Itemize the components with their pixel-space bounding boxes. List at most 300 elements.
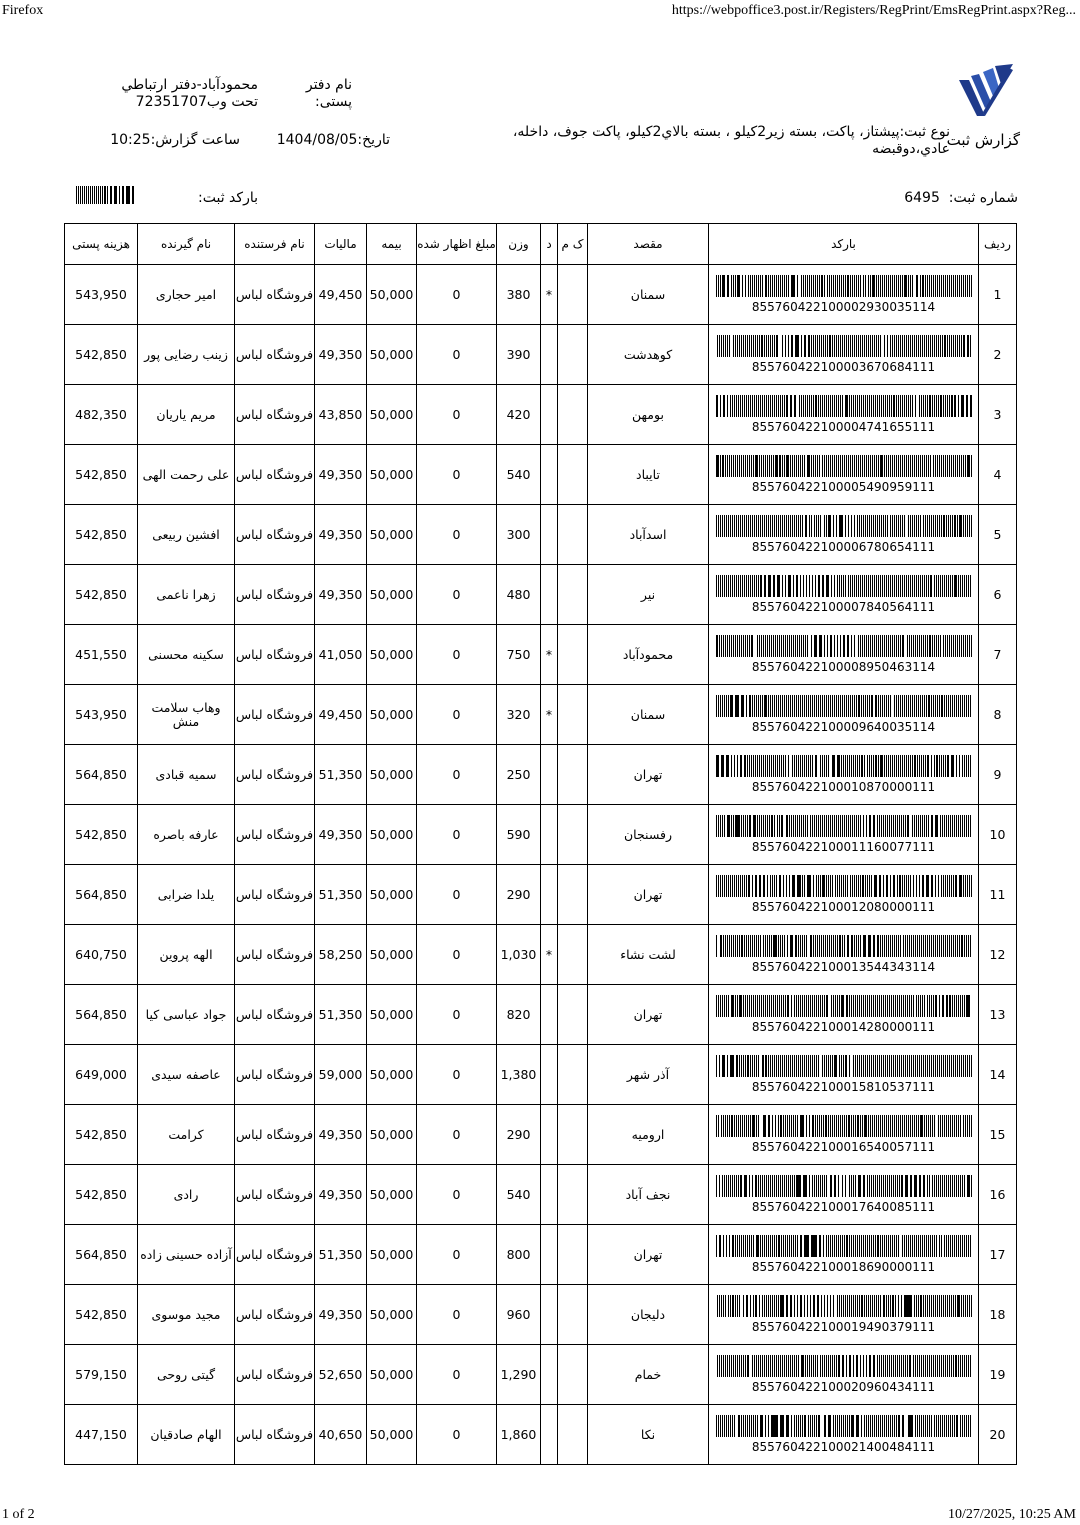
office-value-line1: محمودآباد-دفتر ارتباطي — [121, 77, 258, 93]
cell-sender: فروشگاه لباس — [235, 1165, 315, 1225]
cell-declared-amount: 0 — [417, 385, 497, 445]
cell-d — [541, 565, 558, 625]
cell-sender: فروشگاه لباس — [235, 1045, 315, 1105]
cell-destination: لشت نشاء — [588, 925, 709, 985]
cell-declared-amount: 0 — [417, 925, 497, 985]
cell-declared-amount: 0 — [417, 865, 497, 925]
parcel-barcode-number: 855760422100004741655111 — [751, 420, 936, 434]
cell-d — [541, 1405, 558, 1465]
registration-table — [64, 223, 1017, 1465]
cell-km — [558, 1225, 588, 1285]
table-row — [65, 865, 1017, 925]
cell-destination: تهران — [588, 1225, 709, 1285]
header-declared-amount: مبلغ اظهار شده — [417, 224, 497, 265]
report-time — [90, 132, 240, 149]
table-row — [65, 505, 1017, 565]
cell-declared-amount: 0 — [417, 625, 497, 685]
cell-receiver: الهام صادقیان — [138, 1405, 235, 1465]
cell-sender: فروشگاه لباس — [235, 385, 315, 445]
parcel-barcode — [716, 1415, 972, 1437]
cell-receiver: کرامت — [138, 1105, 235, 1165]
cell-declared-amount: 0 — [417, 565, 497, 625]
cell-postal-cost: 543,950 — [65, 265, 138, 325]
cell-d — [541, 1105, 558, 1165]
cell-declared-amount: 0 — [417, 1045, 497, 1105]
cell-barcode — [709, 1105, 979, 1165]
header-d: د — [541, 224, 558, 265]
cell-declared-amount: 0 — [417, 505, 497, 565]
cell-destination: تهران — [588, 745, 709, 805]
cell-barcode — [709, 1165, 979, 1225]
cell-sender: فروشگاه لباس — [235, 1405, 315, 1465]
browser-url[interactable]: https://webpoffice3.post.ir/Registers/RegPrint/EmsRegPrint.aspx?Reg... — [671, 3, 1076, 18]
cell-tax: 51,350 — [315, 745, 367, 805]
cell-insurance: 50,000 — [367, 685, 417, 745]
cell-km — [558, 625, 588, 685]
cell-barcode — [709, 745, 979, 805]
table-header-row — [65, 224, 1017, 265]
cell-postal-cost: 542,850 — [65, 565, 138, 625]
registration-barcode-label: بارکد ثبت: — [198, 190, 258, 206]
cell-destination: نیر — [588, 565, 709, 625]
cell-destination: سمنان — [588, 265, 709, 325]
header-tax: مالیات — [315, 224, 367, 265]
cell-destination: اسدآباد — [588, 505, 709, 565]
cell-tax: 43,850 — [315, 385, 367, 445]
header-postal-cost: هزینه پستی — [65, 224, 138, 265]
table-row — [65, 925, 1017, 985]
cell-postal-cost: 451,550 — [65, 625, 138, 685]
cell-destination: دلیجان — [588, 1285, 709, 1345]
parcel-barcode-number: 855760422100015810537111 — [751, 1080, 936, 1094]
cell-insurance: 50,000 — [367, 625, 417, 685]
cell-destination: رفسنجان — [588, 805, 709, 865]
parcel-barcode — [716, 995, 972, 1017]
cell-destination: خمام — [588, 1345, 709, 1405]
cell-declared-amount: 0 — [417, 325, 497, 385]
report-title: گزارش ثبت — [946, 131, 1020, 149]
cell-km — [558, 745, 588, 805]
reg-type-value-line1: پیشتاز، پاکت، بسته زیر2کیلو ، بسته بالاي2کیلو، پاکت جوف، داخله، — [512, 124, 900, 140]
cell-sender: فروشگاه لباس — [235, 565, 315, 625]
cell-sender: فروشگاه لباس — [235, 1285, 315, 1345]
cell-d — [541, 805, 558, 865]
parcel-barcode-number: 855760422100017640085111 — [751, 1200, 936, 1214]
cell-barcode — [709, 265, 979, 325]
parcel-barcode-number: 8557604221000029300351​14 — [751, 300, 936, 314]
office-label-line2: پستی: — [315, 94, 352, 110]
cell-km — [558, 1345, 588, 1405]
cell-weight: 960 — [497, 1285, 541, 1345]
parcel-barcode — [716, 695, 972, 717]
cell-km — [558, 505, 588, 565]
table-row — [65, 1405, 1017, 1465]
parcel-barcode — [716, 935, 972, 957]
parcel-barcode — [716, 395, 972, 417]
parcel-barcode-number: 855760422100006780654111 — [751, 540, 936, 554]
parcel-barcode — [716, 335, 972, 357]
cell-insurance: 50,000 — [367, 925, 417, 985]
cell-barcode — [709, 505, 979, 565]
cell-destination: نجف آباد — [588, 1165, 709, 1225]
table-row — [65, 1285, 1017, 1345]
cell-row-number: 20 — [979, 1405, 1017, 1465]
cell-barcode — [709, 1285, 979, 1345]
cell-weight: 480 — [497, 565, 541, 625]
cell-weight: 290 — [497, 1105, 541, 1165]
cell-barcode — [709, 385, 979, 445]
cell-weight: 290 — [497, 865, 541, 925]
report-time-value: 10:25 — [110, 132, 151, 148]
header-barcode: بارکد — [709, 224, 979, 265]
registration-type — [405, 124, 950, 158]
cell-postal-cost: 542,850 — [65, 325, 138, 385]
reg-number-value: 6495 — [904, 190, 940, 206]
post-logo-icon — [955, 62, 1017, 120]
cell-destination: سمنان — [588, 685, 709, 745]
cell-receiver: علی رحمت الهی — [138, 445, 235, 505]
cell-km — [558, 865, 588, 925]
cell-d: * — [541, 685, 558, 745]
cell-declared-amount: 0 — [417, 1105, 497, 1165]
parcel-barcode-number: 855760422100010870000111 — [751, 780, 936, 794]
cell-row-number: 10 — [979, 805, 1017, 865]
cell-barcode — [709, 1345, 979, 1405]
cell-declared-amount: 0 — [417, 1285, 497, 1345]
parcel-barcode-number: 855760422100012080000111 — [751, 900, 936, 914]
report-date: تاریخ:1404/08/05 — [276, 132, 390, 148]
table-row — [65, 565, 1017, 625]
cell-destination: تهران — [588, 865, 709, 925]
header-weight: وزن — [497, 224, 541, 265]
table-row — [65, 1345, 1017, 1405]
cell-receiver: افشین ربیعی — [138, 505, 235, 565]
cell-receiver: وهاب سلامت منش — [138, 685, 235, 745]
cell-destination: آذر شهر — [588, 1045, 709, 1105]
office-label-line1: نام دفتر — [305, 77, 352, 93]
cell-km — [558, 1165, 588, 1225]
cell-km — [558, 1045, 588, 1105]
cell-insurance: 50,000 — [367, 445, 417, 505]
cell-row-number: 5 — [979, 505, 1017, 565]
cell-receiver: مجید موسوی — [138, 1285, 235, 1345]
cell-tax: 52,650 — [315, 1345, 367, 1405]
parcel-barcode-number: 855760422100018690000111 — [751, 1260, 936, 1274]
cell-barcode — [709, 445, 979, 505]
table-row — [65, 1165, 1017, 1225]
parcel-barcode-number: 855760422100014280000111 — [751, 1020, 936, 1034]
header-km: ک م — [558, 224, 588, 265]
cell-row-number: 13 — [979, 985, 1017, 1045]
report-time-label: ساعت گزارش: — [150, 132, 240, 148]
cell-weight: 1,380 — [497, 1045, 541, 1105]
cell-d — [541, 1285, 558, 1345]
cell-destination: بومهن — [588, 385, 709, 445]
cell-sender: فروشگاه لباس — [235, 325, 315, 385]
cell-postal-cost: 482,350 — [65, 385, 138, 445]
cell-weight: 590 — [497, 805, 541, 865]
cell-tax: 49,450 — [315, 685, 367, 745]
parcel-barcode — [716, 1355, 972, 1377]
cell-tax: 49,350 — [315, 565, 367, 625]
cell-tax: 49,350 — [315, 805, 367, 865]
cell-d — [541, 745, 558, 805]
cell-barcode — [709, 325, 979, 385]
cell-receiver: امیر حجاری — [138, 265, 235, 325]
cell-d: * — [541, 925, 558, 985]
cell-km — [558, 565, 588, 625]
cell-d — [541, 505, 558, 565]
cell-insurance: 50,000 — [367, 1105, 417, 1165]
cell-receiver: مریم یاریان — [138, 385, 235, 445]
parcel-barcode — [716, 635, 972, 657]
reg-number-label: شماره ثبت: — [948, 190, 1018, 206]
cell-insurance: 50,000 — [367, 805, 417, 865]
table-row — [65, 745, 1017, 805]
header-sender: نام فرستنده — [235, 224, 315, 265]
cell-destination: ارومیه — [588, 1105, 709, 1165]
cell-insurance: 50,000 — [367, 985, 417, 1045]
cell-receiver: سکینه محسنی — [138, 625, 235, 685]
cell-sender: فروشگاه لباس — [235, 1225, 315, 1285]
cell-tax: 40,650 — [315, 1405, 367, 1465]
parcel-barcode-number: 855760422100016540057111 — [751, 1140, 936, 1154]
cell-d — [541, 325, 558, 385]
cell-postal-cost: 579,150 — [65, 1345, 138, 1405]
cell-declared-amount: 0 — [417, 985, 497, 1045]
cell-weight: 800 — [497, 1225, 541, 1285]
cell-weight: 250 — [497, 745, 541, 805]
cell-row-number: 4 — [979, 445, 1017, 505]
cell-row-number: 19 — [979, 1345, 1017, 1405]
header-receiver: نام گیرنده — [138, 224, 235, 265]
table-row — [65, 985, 1017, 1045]
cell-tax: 41,050 — [315, 625, 367, 685]
cell-postal-cost: 542,850 — [65, 805, 138, 865]
page-indicator: 1 of 2 — [2, 1507, 35, 1522]
cell-insurance: 50,000 — [367, 745, 417, 805]
cell-row-number: 3 — [979, 385, 1017, 445]
parcel-barcode — [716, 1235, 972, 1257]
registration-barcode — [76, 186, 134, 204]
cell-barcode — [709, 565, 979, 625]
cell-weight: 1,290 — [497, 1345, 541, 1405]
cell-barcode — [709, 685, 979, 745]
cell-receiver: یلدا ضرابی — [138, 865, 235, 925]
cell-postal-cost: 542,850 — [65, 445, 138, 505]
cell-declared-amount: 0 — [417, 445, 497, 505]
cell-km — [558, 985, 588, 1045]
cell-barcode — [709, 985, 979, 1045]
cell-weight: 750 — [497, 625, 541, 685]
cell-km — [558, 805, 588, 865]
cell-receiver: عاصفه سیدی — [138, 1045, 235, 1105]
cell-row-number: 16 — [979, 1165, 1017, 1225]
cell-tax: 49,350 — [315, 325, 367, 385]
parcel-barcode — [716, 755, 972, 777]
cell-tax: 49,450 — [315, 265, 367, 325]
cell-insurance: 50,000 — [367, 565, 417, 625]
office-value-line2: تحت وب72351707 — [135, 94, 258, 110]
parcel-barcode-number: 855760422100008950463114 — [751, 660, 936, 674]
cell-tax: 51,350 — [315, 1225, 367, 1285]
cell-km — [558, 1405, 588, 1465]
cell-row-number: 7 — [979, 625, 1017, 685]
table-row — [65, 625, 1017, 685]
parcel-barcode-number: 855760422100011160077111 — [751, 840, 936, 854]
parcel-barcode-number: 855760422100007840564111 — [751, 600, 936, 614]
parcel-barcode — [716, 1115, 972, 1137]
cell-insurance: 50,000 — [367, 1285, 417, 1345]
cell-destination: تایباد — [588, 445, 709, 505]
cell-insurance: 50,000 — [367, 1225, 417, 1285]
cell-insurance: 50,000 — [367, 1165, 417, 1225]
cell-d — [541, 1225, 558, 1285]
browser-print-footer — [0, 1505, 1080, 1525]
cell-km — [558, 265, 588, 325]
header-insurance: بیمه — [367, 224, 417, 265]
parcel-barcode-number: 855760422100003670684111 — [751, 360, 936, 374]
browser-print-header — [0, 0, 1080, 22]
cell-insurance: 50,000 — [367, 1405, 417, 1465]
header-row-number: ردیف — [979, 224, 1017, 265]
cell-sender: فروشگاه لباس — [235, 865, 315, 925]
cell-receiver: جواد عباسی کیا — [138, 985, 235, 1045]
cell-d: * — [541, 625, 558, 685]
parcel-barcode-number: 855760422100019490379111 — [751, 1320, 936, 1334]
cell-weight: 390 — [497, 325, 541, 385]
cell-postal-cost: 543,950 — [65, 685, 138, 745]
reg-type-value-line2: عادي،دوقبضه — [872, 141, 950, 157]
cell-row-number: 17 — [979, 1225, 1017, 1285]
cell-receiver: سمیه قبادی — [138, 745, 235, 805]
table-row — [65, 385, 1017, 445]
cell-d — [541, 865, 558, 925]
cell-declared-amount: 0 — [417, 1345, 497, 1405]
cell-postal-cost: 542,850 — [65, 505, 138, 565]
cell-row-number: 9 — [979, 745, 1017, 805]
cell-tax: 49,350 — [315, 1105, 367, 1165]
cell-km — [558, 685, 588, 745]
table-row — [65, 445, 1017, 505]
cell-row-number: 18 — [979, 1285, 1017, 1345]
cell-insurance: 50,000 — [367, 1345, 417, 1405]
cell-d: * — [541, 265, 558, 325]
cell-row-number: 11 — [979, 865, 1017, 925]
cell-receiver: عارفه باصره — [138, 805, 235, 865]
cell-tax: 51,350 — [315, 985, 367, 1045]
cell-sender: فروشگاه لباس — [235, 745, 315, 805]
cell-postal-cost: 564,850 — [65, 985, 138, 1045]
cell-declared-amount: 0 — [417, 1405, 497, 1465]
table-row — [65, 805, 1017, 865]
cell-tax: 49,350 — [315, 445, 367, 505]
cell-tax: 49,350 — [315, 1285, 367, 1345]
cell-insurance: 50,000 — [367, 865, 417, 925]
cell-barcode — [709, 1405, 979, 1465]
table-row — [65, 265, 1017, 325]
cell-postal-cost: 564,850 — [65, 1225, 138, 1285]
cell-destination: کوهدشت — [588, 325, 709, 385]
cell-declared-amount: 0 — [417, 1225, 497, 1285]
parcel-barcode — [716, 1055, 972, 1077]
cell-barcode — [709, 1225, 979, 1285]
cell-tax: 58,250 — [315, 925, 367, 985]
parcel-barcode — [716, 575, 972, 597]
cell-destination: تهران — [588, 985, 709, 1045]
parcel-barcode-number: 855760422100005490959111 — [751, 480, 936, 494]
parcel-barcode — [716, 815, 972, 837]
cell-weight: 1,860 — [497, 1405, 541, 1465]
browser-app-name: Firefox — [2, 3, 44, 18]
cell-weight: 420 — [497, 385, 541, 445]
parcel-barcode — [716, 1175, 972, 1197]
cell-km — [558, 925, 588, 985]
cell-tax: 49,350 — [315, 505, 367, 565]
cell-destination: نکا — [588, 1405, 709, 1465]
cell-d — [541, 1345, 558, 1405]
cell-d — [541, 385, 558, 445]
cell-km — [558, 1285, 588, 1345]
cell-receiver: آزاده حسینی زاده — [138, 1225, 235, 1285]
cell-receiver: زینب رضایی پور — [138, 325, 235, 385]
cell-postal-cost: 564,850 — [65, 745, 138, 805]
cell-declared-amount: 0 — [417, 805, 497, 865]
cell-sender: فروشگاه لباس — [235, 265, 315, 325]
parcel-barcode — [716, 1295, 972, 1317]
cell-sender: فروشگاه لباس — [235, 625, 315, 685]
cell-weight: 380 — [497, 265, 541, 325]
cell-tax: 51,350 — [315, 865, 367, 925]
parcel-barcode — [716, 275, 972, 297]
cell-weight: 540 — [497, 1165, 541, 1225]
cell-barcode — [709, 625, 979, 685]
cell-sender: فروشگاه لباس — [235, 505, 315, 565]
cell-weight: 1,030 — [497, 925, 541, 985]
cell-insurance: 50,000 — [367, 505, 417, 565]
cell-km — [558, 325, 588, 385]
cell-d — [541, 985, 558, 1045]
cell-postal-cost: 564,850 — [65, 865, 138, 925]
office-label — [290, 77, 352, 111]
cell-weight: 540 — [497, 445, 541, 505]
cell-d — [541, 445, 558, 505]
table-row — [65, 1045, 1017, 1105]
cell-insurance: 50,000 — [367, 325, 417, 385]
cell-receiver: زهرا ناعمی — [138, 565, 235, 625]
cell-row-number: 15 — [979, 1105, 1017, 1165]
cell-row-number: 14 — [979, 1045, 1017, 1105]
cell-weight: 320 — [497, 685, 541, 745]
parcel-barcode-number: 855760422100009640035114 — [751, 720, 936, 734]
cell-sender: فروشگاه لباس — [235, 805, 315, 865]
cell-row-number: 6 — [979, 565, 1017, 625]
cell-barcode — [709, 925, 979, 985]
cell-insurance: 50,000 — [367, 265, 417, 325]
cell-barcode — [709, 1045, 979, 1105]
cell-insurance: 50,000 — [367, 1045, 417, 1105]
table-row — [65, 685, 1017, 745]
cell-sender: فروشگاه لباس — [235, 1345, 315, 1405]
cell-declared-amount: 0 — [417, 685, 497, 745]
parcel-barcode — [716, 455, 972, 477]
cell-tax: 49,350 — [315, 1165, 367, 1225]
cell-sender: فروشگاه لباس — [235, 445, 315, 505]
parcel-barcode-number: 855760422100020960434111 — [751, 1380, 936, 1394]
table-row — [65, 1105, 1017, 1165]
cell-declared-amount: 0 — [417, 265, 497, 325]
cell-km — [558, 385, 588, 445]
